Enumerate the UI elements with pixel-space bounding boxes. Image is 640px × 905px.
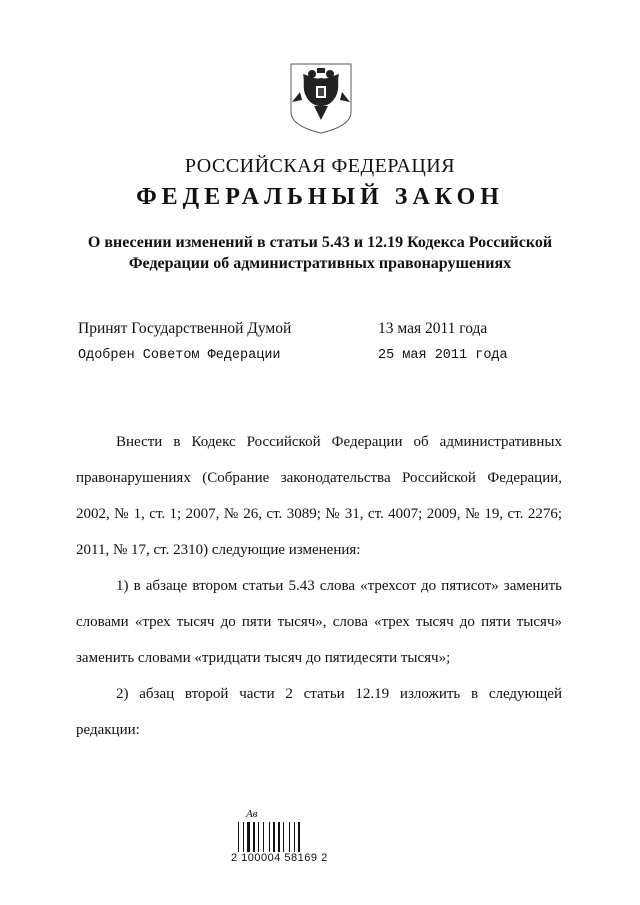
law-title-line-2: Федерации об административных правонарушениях xyxy=(128,255,512,272)
law-title xyxy=(70,232,570,274)
law-title-line-1: О внесении изменений в статьи 5.43 и 12.19 Кодекса Российской xyxy=(87,234,553,251)
item-2-text: 2) абзац второй части 2 статьи 12.19 изложить в следующей редакции: xyxy=(76,686,562,738)
intro-paragraph xyxy=(76,424,562,568)
duma-adoption-label: Принят Государственной Думой xyxy=(78,320,292,337)
registration-initials: Ав xyxy=(246,808,258,820)
intro-text: Внести в Кодекс Российской Федерации об административных правонарушениях (Собрание законодательства Российской Федерации, 2002, № 1, ст. 1; 2007, № 26, ст. 3089; № 31, ст. 4007; 2009, № 19, ст. 2276; 2011, № 17, ст. 2310) следующие изменения: xyxy=(76,434,562,558)
barcode-icon xyxy=(238,822,306,852)
council-approval-date: 25 мая 2011 года xyxy=(378,348,508,363)
item-1-text: 1) в абзаце втором статьи 5.43 слова «трехсот до пятисот» заменить словами «трех тысяч до пяти тысяч», слова «трех тысяч до пяти тысяч» заменить словами «тридцати тысяч до пятидесяти тысяч»; xyxy=(76,578,562,666)
barcode-number: 2 100004 58169 2 xyxy=(231,852,328,864)
country-name: РОССИЙСКАЯ ФЕДЕРАЦИЯ xyxy=(184,155,456,177)
council-approval-label: Одобрен Советом Федерации xyxy=(78,348,281,363)
duma-adoption-date: 13 мая 2011 года xyxy=(378,320,488,337)
item-2-paragraph xyxy=(76,676,562,748)
item-1-paragraph xyxy=(76,568,562,676)
coat-of-arms-icon xyxy=(288,62,354,134)
document-type: ФЕДЕРАЛЬНЫЙ ЗАКОН xyxy=(136,184,504,210)
